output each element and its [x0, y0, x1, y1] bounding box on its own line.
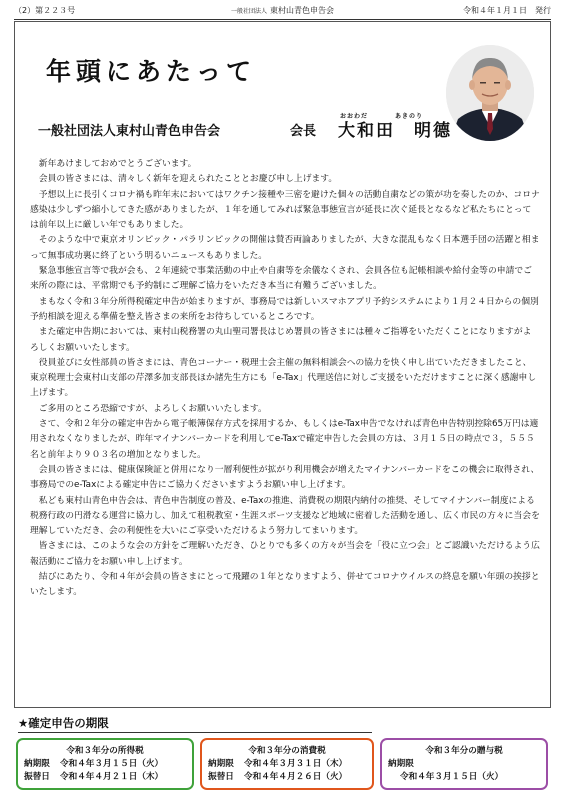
article-body [30, 157, 540, 601]
author-organization: 一般社団法人東村山青色申告会 [38, 124, 221, 139]
paragraph: そのような中で東京オリンピック・パラリンピックの開催は賛否両論ありましたが、大きな混乱もなく日本選手団の活躍と相まって無事成功裏に終了という明るいニュースもありました。 [30, 235, 540, 261]
deadline-date: 令和４年３月１５日（火） [400, 772, 504, 782]
deadline-box-title: 令和３年分の消費税 [248, 746, 326, 756]
deadline-row [18, 758, 192, 771]
income-tax-deadline-box [16, 738, 194, 790]
consumption-tax-deadline-box [200, 738, 374, 790]
portrait-illustration [446, 45, 534, 141]
deadline-row [382, 758, 546, 771]
deadline-label: 納期限 [208, 759, 234, 769]
paragraph: 結びにあたり、令和４年が会員の皆さまにとって飛躍の１年となりますよう、併せてコロナウイルスの終息を願い年頭の挨拶といたします。 [30, 572, 540, 598]
paragraph: 皆さまには、このような会の方針をご理解いただき、ひとりでも多くの方々が当会を「役に立つ会」とご認識いただけるよう広報活動にご協力をお願い申し上げます。 [30, 541, 540, 567]
author-name-ruby-family: おおわだ [340, 113, 369, 120]
author-role: 会長 [290, 124, 317, 139]
issue-number: （2）第２２３号 [14, 6, 76, 15]
paragraph: 会員の皆さまには、清々しく新年を迎えられたこととお慶び申し上げます。 [38, 174, 338, 185]
paragraph: また確定申告期においては、東村山税務署の丸山聖司署長はじめ署員の皆さまには種々ご指導をいただくことになりますがよろしくお願いいたします。 [30, 327, 532, 353]
deadline-label: 納期限 [24, 759, 50, 769]
deadline-heading-underline [18, 732, 372, 733]
publisher-type: 一般社団法人 [230, 8, 267, 15]
deadline-box-title: 令和３年分の贈与税 [425, 746, 503, 756]
author-name-ruby-given: あきのり [395, 113, 424, 120]
page-header [14, 4, 551, 18]
chairman-portrait [446, 45, 534, 141]
author-byline [38, 113, 458, 146]
publisher-name: 東村山青色申告会 [270, 6, 334, 15]
paragraph: 緊急事態宣言等で我が会も、２年連続で事業活動の中止や自粛等を余儀なくされ、会員各位も記帳相談や給付金等の申請でご来所の際には、平常期でも予約制にご理解ご協力をいただき本当に有難うございました。 [30, 266, 532, 292]
deadline-row [202, 771, 372, 784]
deadline-date: 令和４年３月３１日（木） [244, 759, 348, 769]
deadline-label: 振替日 [208, 772, 234, 782]
article-title: 年頭にあたって [46, 57, 257, 86]
deadline-row [382, 771, 546, 784]
deadline-label: 納期限 [388, 759, 414, 769]
author-name: 大和田 明德 [338, 121, 452, 141]
paragraph: 予想以上に長引くコロナ禍も昨年末においてはワクチン接種や三密を避けた個々の活動自粛などの策が功を奏したのか、コロナ感染は少しずつ縮小してきた感がありましたが、１年を通してみれば緊急事態宣言が延長に次ぐ延長となるなど私たちにとっては前年以上に厳しい年でもありました。 [30, 189, 540, 231]
issue-date: 令和４年１月１日 発行 [463, 6, 551, 15]
gift-tax-deadline-box [380, 738, 548, 790]
deadline-row [18, 771, 192, 784]
header-divider [14, 19, 551, 20]
deadline-date: 令和４年３月１５日（火） [60, 759, 164, 769]
deadline-box-title: 令和３年分の所得税 [66, 746, 144, 756]
paragraph: 会員の皆さまには、健康保険証と併用になり一層利便性が拡がり利用機会が増えたマイナンバーカードをこの機会に取得され、事務局でのe-Taxによる確定申告にご協力くださいますようお願い申し上げます。 [30, 464, 540, 491]
deadline-date: 令和４年４月２１日（木） [60, 772, 164, 782]
deadline-heading: ★確定申告の期限 [18, 716, 109, 730]
deadline-label: 振替日 [24, 772, 50, 782]
deadline-row [202, 758, 372, 771]
paragraph: 役員並びに女性部員の皆さまには、青色コーナー・税理士会主催の無料相談会への協力を快く申し出ていただきましたこと、東京税理士会東村山支部の芹澤多加支部長ほか諸先生方にも「e-Tax」代理送信に対しご支援をいただけますことに深く感謝申し上げます。 [30, 357, 537, 399]
paragraph: 新年あけましておめでとうございます。 [38, 159, 197, 169]
paragraph: 私ども東村山青色申告会は、青色申告制度の普及、e-Taxの推進、消費税の期限内納付の推奨、そしてマイナンバー制度による税務行政の円滑なる運営に協力し、加えて租税教室・生涯スポーツ支援など地域に密着した活動を通し、広く市民の方々に当会を理解していただき、会の利便性を大いにご享受いただけるよう努力してまいります。 [30, 495, 540, 537]
paragraph: ご多用のところ恐縮ですが、よろしくお願いいたします。 [38, 403, 267, 414]
paragraph: さて、令和２年分の確定申告から電子帳簿保存方式を採用するか、もしくはe-Tax申告でなければ青色申告特別控除65万円は適用されなくなりましたが、昨年マイナンバーカードを利用してe-Taxで確定申告した会員の方は、３月１５日の時点で３，５５５名と前年より９０３名の増加となりました。 [30, 419, 539, 460]
paragraph: まもなく令和３年分所得税確定申告が始まりますが、事務局では新しいスマホアプリ予約システムにより１月２４日からの個別予約相談を迎える準備を整え皆さまの来所をお待ちしているところです。 [30, 296, 539, 322]
deadline-date: 令和４年４月２６日（火） [244, 772, 348, 782]
